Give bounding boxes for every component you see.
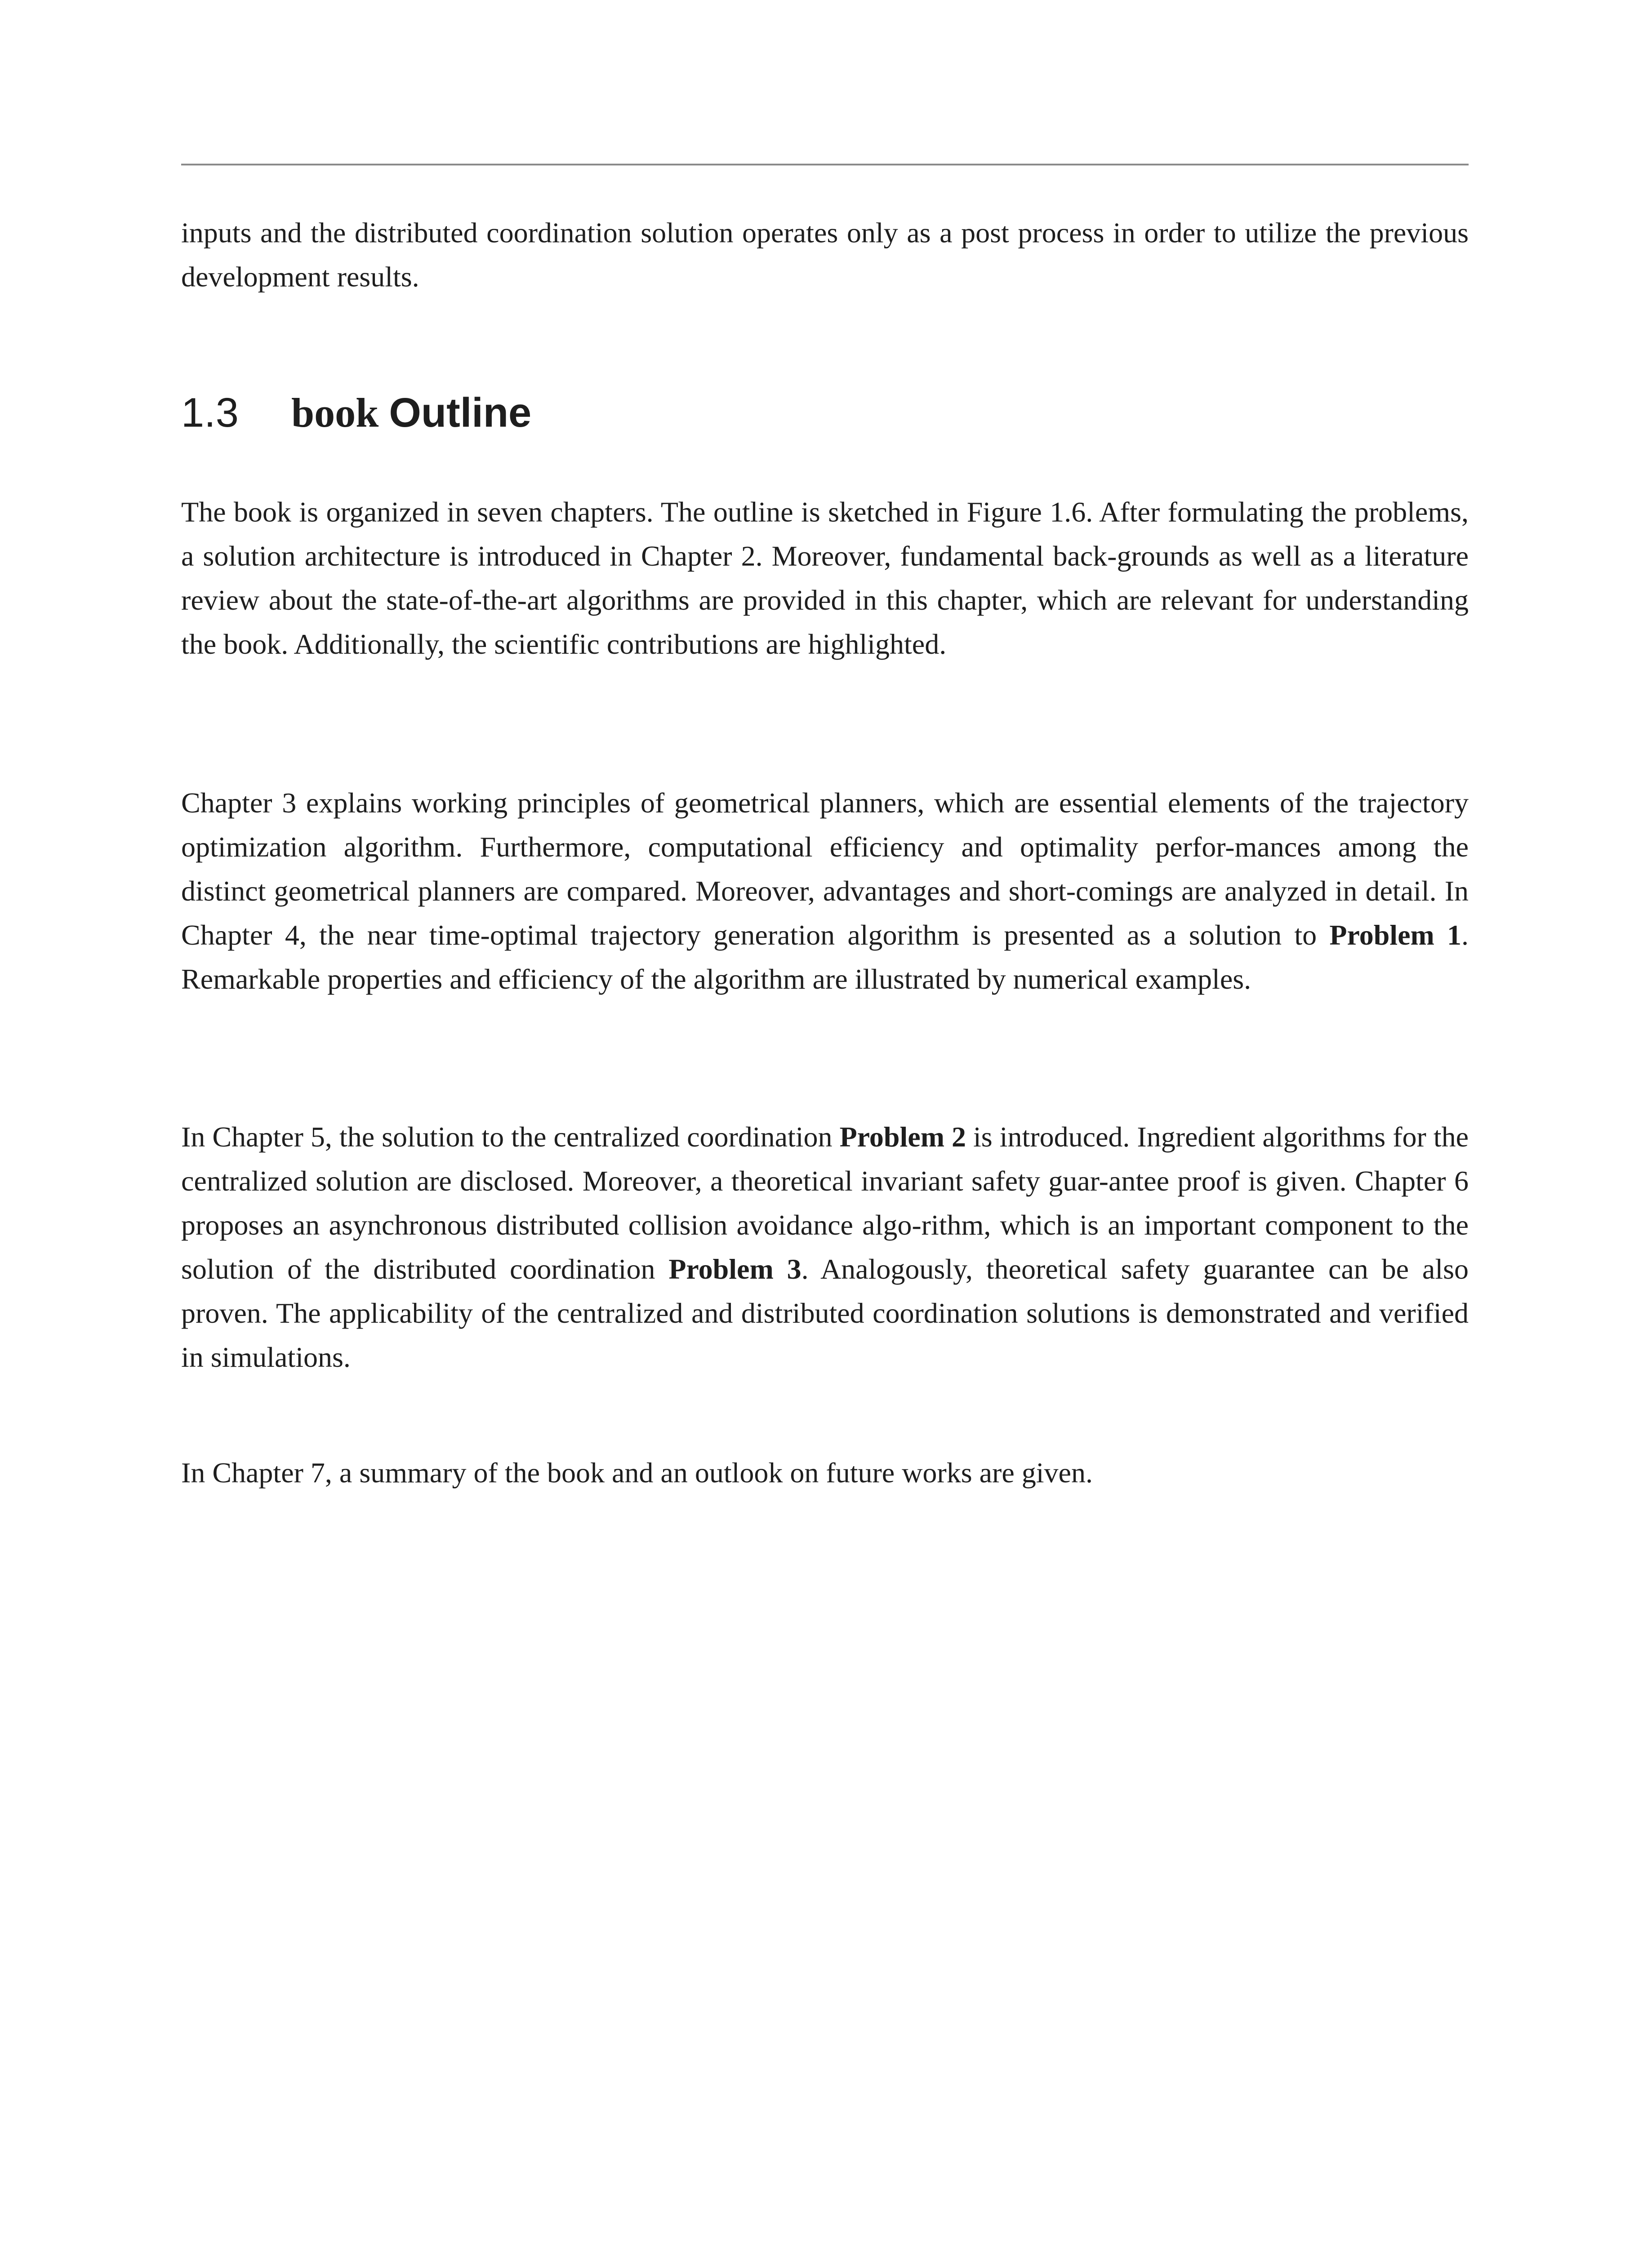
paragraph-4-text: In Chapter 7, a summary of the book and an outlook on future works are given.	[181, 1457, 1093, 1489]
section-title-word-outline: Outline	[389, 390, 532, 436]
continuation-text: inputs and the distributed coordination solution operates only as a post process in order to utilize the previous development results.	[181, 217, 1469, 293]
paragraph-2-text	[181, 781, 1469, 1001]
paragraph-2-text-a: Chapter 3 explains working principles of geometrical planners, which are essential elements of the trajectory optimization algorithm. Furthermore, computational efficiency and optimality perfor-mances among the distinct geometrical planners are compared. Moreover, advantages and short-comings are analyzed in detail. In Chapter 4, the near time-optimal trajectory generation algorithm is presented as a solution to	[181, 787, 1469, 951]
header-rule	[181, 164, 1469, 165]
paragraph-3-text-c: . Analogously, theoretical safety guarantee can be also proven. The applicability of the centralized and distributed coordination solutions is demonstrated and verified in simulations.	[181, 1253, 1469, 1373]
paragraph-2-text-b: . Remarkable properties and efficiency of the algorithm are illustrated by numerical examples.	[181, 919, 1469, 995]
section-heading	[181, 386, 531, 440]
paragraph-3	[181, 1115, 1469, 1379]
paragraph-2	[181, 781, 1469, 1001]
problem-3-ref: Problem 3	[668, 1253, 802, 1285]
section-title-word-book: book	[291, 390, 379, 436]
problem-1-ref: Problem 1	[1329, 919, 1461, 951]
paragraph-3-text-b: is introduced. Ingredient algorithms for the centralized solution are disclosed. Moreover, a theoretical invariant safety guar-antee proof is given. Chapter 6 proposes an asynchronous distributed collision avoidance algo-rithm, which is an important component to the solution of the distributed coordination	[181, 1121, 1469, 1285]
paragraph-1-text: The book is organized in seven chapters. The outline is sketched in Figure 1.6. After formulating the problems, a solution architecture is introduced in Chapter 2. Moreover, fundamental back-grounds as well as a literature review about the state-of-the-art algorithms are provided in this chapter, which are relevant for understanding the book. Additionally, the scientific contributions are highlighted.	[181, 496, 1469, 660]
problem-2-ref: Problem 2	[839, 1121, 966, 1153]
paragraph-3-text	[181, 1115, 1469, 1379]
paragraph-3-text-a: In Chapter 5, the solution to the centralized coordination	[181, 1121, 840, 1153]
continuation-paragraph	[181, 211, 1469, 299]
paragraph-1	[181, 490, 1469, 666]
section-number: 1.3	[181, 390, 239, 436]
paragraph-4	[181, 1451, 1469, 1495]
